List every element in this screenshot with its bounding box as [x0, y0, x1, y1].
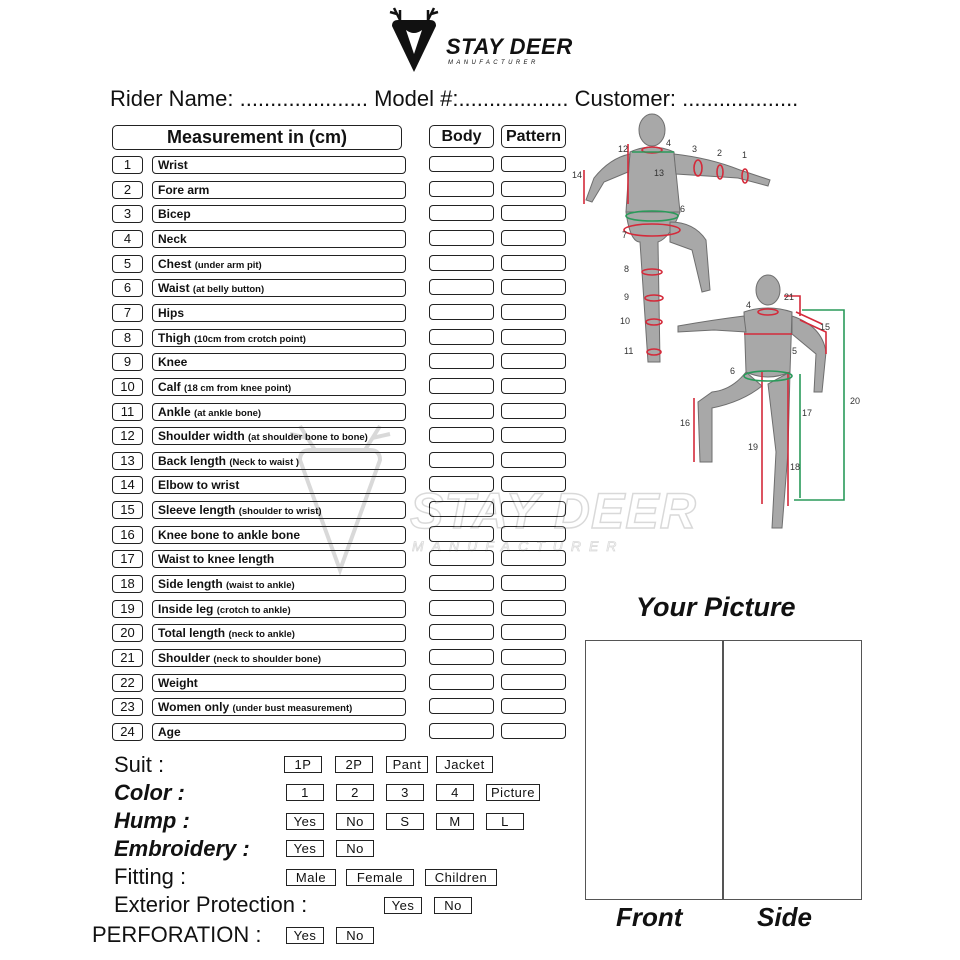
row-label: [152, 181, 406, 199]
pattern-value-field[interactable]: [501, 378, 566, 394]
diagram-label: 4: [746, 300, 752, 310]
row-label-main: Fore arm: [158, 182, 210, 197]
pattern-value-field[interactable]: [501, 353, 566, 369]
row-label-main: Chest: [158, 256, 192, 271]
row-label-main: Weight: [158, 675, 198, 690]
diagram-label: 7: [622, 230, 628, 240]
watermark-name: STAY DEER: [410, 483, 697, 539]
watermark-deer-icon: [280, 420, 400, 580]
body-value-field[interactable]: [429, 329, 494, 345]
body-value-field[interactable]: [429, 304, 494, 320]
customer-info-line[interactable]: Rider Name: ..................... Model #:.................. Customer: ...................: [110, 86, 799, 111]
row-label-main: Knee bone to ankle bone: [158, 527, 301, 542]
body-value-field[interactable]: [429, 205, 494, 221]
fitting-option-female[interactable]: Female: [346, 869, 414, 886]
diagram-label: 17: [802, 408, 813, 418]
pattern-value-field[interactable]: [501, 181, 566, 197]
perforation-label: PERFORATION :: [92, 922, 262, 947]
pattern-value-field[interactable]: [501, 205, 566, 221]
body-value-field[interactable]: [429, 600, 494, 616]
row-label: [152, 698, 406, 716]
fitting-option-male[interactable]: Male: [286, 869, 336, 886]
embroidery-option-yes[interactable]: Yes: [286, 840, 324, 857]
diagram-label: 10: [620, 316, 631, 326]
measurement-row: [0, 304, 580, 323]
diagram-label: 11: [624, 346, 634, 356]
row-number: 15: [112, 501, 143, 519]
pattern-value-field[interactable]: [501, 329, 566, 345]
body-value-field[interactable]: [429, 378, 494, 394]
diagram-label: 2: [717, 148, 723, 158]
pattern-value-field[interactable]: [501, 600, 566, 616]
body-value-field[interactable]: [429, 255, 494, 271]
row-label-main: Shoulder width: [158, 429, 245, 444]
diagram-label: 6: [680, 204, 686, 214]
perforation-option-yes[interactable]: Yes: [286, 927, 324, 944]
row-label-note: (shoulder to wrist): [238, 506, 322, 518]
exterior-protection-label: Exterior Protection :: [114, 892, 308, 917]
row-label-main: Wrist: [158, 158, 188, 172]
suit-label: Suit :: [114, 752, 165, 777]
suit-option-jacket[interactable]: Jacket: [436, 756, 493, 773]
suit-option-2p[interactable]: 2P: [335, 756, 373, 773]
row-number: 5: [112, 255, 143, 273]
row-label-main: Ankle: [158, 404, 191, 419]
diagram-label: 13: [654, 168, 665, 178]
row-label-note: (at belly button): [192, 284, 265, 296]
exterior-option-no[interactable]: No: [434, 897, 472, 914]
measurement-row: [0, 649, 580, 668]
pattern-value-field[interactable]: [501, 674, 566, 690]
row-number: 1: [112, 156, 143, 174]
measurement-header: Measurement in (cm): [112, 125, 402, 150]
perforation-option-no[interactable]: No: [336, 927, 374, 944]
row-label: [152, 205, 406, 223]
brand-tagline: MANUFACTURER: [448, 60, 539, 66]
row-number: 2: [112, 181, 143, 199]
diagram-label: 6: [730, 366, 736, 376]
row-label-main: Calf: [158, 379, 181, 394]
row-label-note: (under bust measurement): [232, 703, 353, 715]
watermark: [280, 420, 700, 580]
measurement-row: [0, 378, 580, 397]
diagram-label: 19: [748, 442, 759, 452]
measurement-row: [0, 230, 580, 249]
hump-label: Hump :: [114, 808, 190, 833]
row-label-main: Back length: [158, 453, 227, 468]
measurement-row: [0, 279, 580, 298]
row-label-main: Waist to knee length: [158, 552, 275, 567]
row-label-note: (neck to ankle): [228, 629, 295, 641]
exterior-option-yes[interactable]: Yes: [384, 897, 422, 914]
row-label-main: Neck: [158, 231, 187, 246]
color-option-3[interactable]: 3: [386, 784, 424, 801]
diagram-label: 8: [624, 264, 630, 274]
row-number: 21: [112, 649, 143, 667]
row-number: 8: [112, 329, 143, 347]
body-value-field[interactable]: [429, 649, 494, 665]
embroidery-option-no[interactable]: No: [336, 840, 374, 857]
row-label-main: Elbow to wrist: [158, 478, 240, 493]
color-label: Color :: [114, 780, 185, 805]
row-label-main: Knee: [158, 355, 188, 370]
row-label: [152, 723, 406, 741]
suit-option-1p[interactable]: 1P: [284, 756, 322, 773]
hump-option-no[interactable]: No: [336, 813, 374, 830]
row-label-note: (18 cm from knee point): [184, 382, 292, 394]
row-label: [152, 624, 406, 642]
row-label-note: (crotch to ankle): [216, 604, 291, 616]
row-label-main: Sleeve length: [158, 503, 236, 518]
row-label-main: Inside leg: [158, 601, 214, 616]
pattern-value-field[interactable]: [501, 723, 566, 739]
row-label-note: (waist to ankle): [226, 580, 295, 592]
your-picture-title: Your Picture: [636, 592, 796, 622]
diagram-label: 12: [618, 144, 629, 154]
diagram-label: 3: [692, 144, 698, 154]
row-number: 10: [112, 378, 143, 396]
row-number: 13: [112, 452, 143, 470]
row-number: 12: [112, 427, 143, 445]
row-label: [152, 230, 406, 248]
front-body-figure: [672, 272, 872, 534]
row-number: 4: [112, 230, 143, 248]
color-option-picture[interactable]: Picture: [486, 784, 540, 801]
color-option-4[interactable]: 4: [436, 784, 474, 801]
row-label-note: (Neck to waist ): [229, 456, 300, 468]
row-label-main: Women only: [158, 700, 230, 715]
watermark-tagline: MANUFACTURER: [412, 538, 625, 554]
row-number: 11: [112, 403, 143, 421]
fitting-label: Fitting :: [114, 864, 187, 889]
pattern-value-field[interactable]: [501, 304, 566, 320]
pattern-value-field[interactable]: [501, 156, 566, 172]
diagram-label: 9: [624, 292, 630, 302]
suit-option-pant[interactable]: Pant: [386, 756, 428, 773]
color-option-1[interactable]: 1: [286, 784, 324, 801]
pattern-value-field[interactable]: [501, 624, 566, 640]
hump-option-yes[interactable]: Yes: [286, 813, 324, 830]
row-label: [152, 255, 406, 273]
row-number: 17: [112, 550, 143, 568]
row-number: 22: [112, 674, 143, 692]
row-label: [152, 329, 406, 347]
measurement-row: [0, 181, 580, 200]
diagram-label: 15: [820, 322, 831, 332]
row-number: 18: [112, 575, 143, 593]
row-label-main: Side length: [158, 577, 223, 592]
row-label: [152, 600, 406, 618]
diagram-label: 16: [680, 418, 691, 428]
measurement-row: [0, 624, 580, 643]
side-photo-box[interactable]: [722, 640, 862, 900]
row-number: 23: [112, 698, 143, 716]
measurement-row: [0, 156, 580, 175]
diagram-label: 5: [792, 346, 798, 356]
measurement-row: [0, 674, 580, 693]
front-photo-box[interactable]: [585, 640, 724, 900]
measurement-row: [0, 255, 580, 274]
row-number: 3: [112, 205, 143, 223]
row-label: [152, 353, 406, 371]
row-number: 16: [112, 526, 143, 544]
brand-logo: [386, 6, 586, 72]
brand-name: STAY DEER: [446, 34, 573, 59]
column-header-pattern: Pattern: [501, 125, 566, 148]
body-value-field[interactable]: [429, 156, 494, 172]
pattern-value-field[interactable]: [501, 255, 566, 271]
row-number: 24: [112, 723, 143, 741]
measurement-row: [0, 403, 580, 422]
row-label-note: (neck to shoulder bone): [213, 654, 322, 665]
row-number: 19: [112, 600, 143, 618]
body-value-field[interactable]: [429, 624, 494, 640]
body-value-field[interactable]: [429, 181, 494, 197]
measurement-row: [0, 353, 580, 372]
row-label: [152, 279, 406, 297]
pattern-value-field[interactable]: [501, 649, 566, 665]
deer-head-icon: [386, 6, 442, 72]
row-label-main: Shoulder: [158, 651, 211, 665]
hump-option-l[interactable]: L: [486, 813, 524, 830]
row-label: [152, 674, 406, 692]
hump-option-s[interactable]: S: [386, 813, 424, 830]
body-value-field[interactable]: [429, 674, 494, 690]
pattern-value-field[interactable]: [501, 279, 566, 295]
row-number: 20: [112, 624, 143, 642]
measurement-row: [0, 723, 580, 742]
row-label-main: Age: [158, 724, 181, 739]
row-label-note: (at ankle bone): [194, 407, 262, 419]
column-header-body: Body: [429, 125, 494, 148]
diagram-label: 1: [742, 150, 748, 160]
body-value-field[interactable]: [429, 279, 494, 295]
diagram-label: 20: [850, 396, 861, 406]
side-caption: Side: [757, 902, 812, 932]
row-label-main: Bicep: [158, 207, 191, 222]
pattern-value-field[interactable]: [501, 403, 566, 419]
row-label: [152, 649, 406, 667]
row-number: 6: [112, 279, 143, 297]
row-label: [152, 378, 406, 396]
row-label: [152, 156, 406, 174]
measurement-row: [0, 600, 580, 619]
body-value-field[interactable]: [429, 230, 494, 246]
body-value-field[interactable]: [429, 403, 494, 419]
measurement-row: [0, 205, 580, 224]
front-caption: Front: [616, 902, 683, 932]
row-label: [152, 304, 406, 322]
row-label-note: (10cm from crotch point): [194, 333, 306, 345]
row-label-main: Thigh: [158, 330, 191, 345]
row-number: 9: [112, 353, 143, 371]
color-option-2[interactable]: 2: [336, 784, 374, 801]
pattern-value-field[interactable]: [501, 698, 566, 714]
measurement-row: [0, 698, 580, 717]
row-number: 7: [112, 304, 143, 322]
hump-option-m[interactable]: M: [436, 813, 474, 830]
body-value-field[interactable]: [429, 698, 494, 714]
row-label-main: Waist: [158, 281, 190, 296]
diagram-label: 18: [790, 462, 801, 472]
embroidery-label: Embroidery :: [114, 836, 250, 861]
fitting-option-children[interactable]: Children: [425, 869, 497, 886]
row-label-main: Hips: [158, 305, 185, 320]
diagram-label: 4: [666, 138, 672, 148]
body-value-field[interactable]: [429, 353, 494, 369]
diagram-label: 14: [572, 170, 583, 180]
row-label-main: Total length: [158, 626, 226, 641]
row-number: 14: [112, 476, 143, 494]
body-value-field[interactable]: [429, 723, 494, 739]
row-label-note: (at shoulder bone to bone): [248, 432, 368, 444]
row-label-note: (under arm pit): [194, 259, 262, 271]
pattern-value-field[interactable]: [501, 230, 566, 246]
diagram-label: 21: [784, 292, 795, 302]
row-label: [152, 403, 406, 421]
measurement-row: [0, 329, 580, 348]
